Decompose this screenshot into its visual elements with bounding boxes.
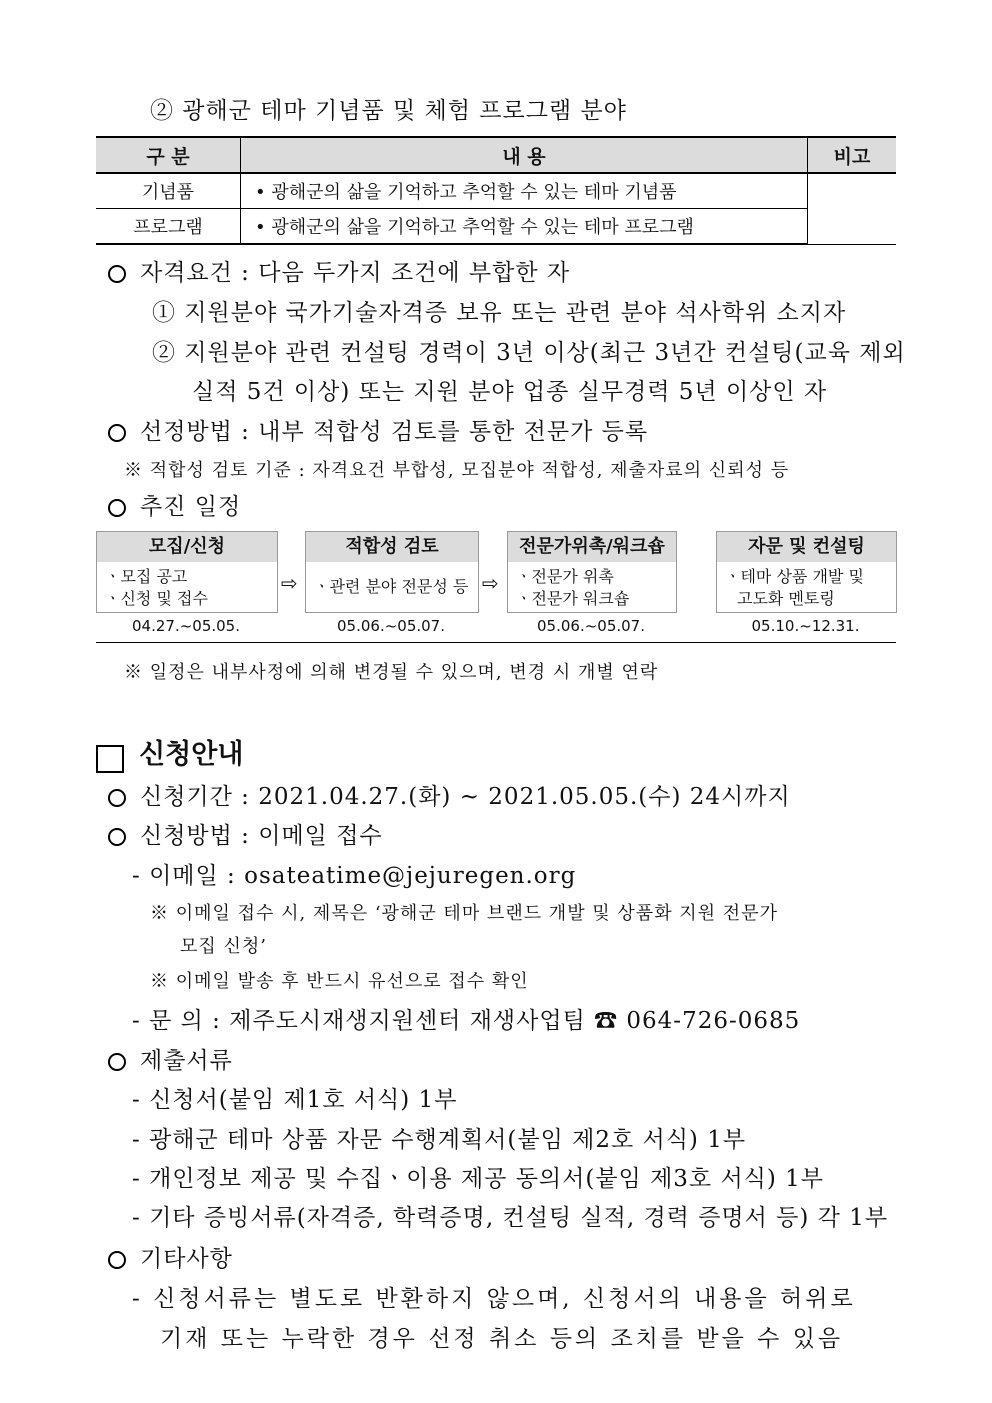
qualification-title <box>108 254 570 287</box>
section-heading: ② 광해군 테마 기념품 및 체험 프로그램 분야 <box>150 98 627 124</box>
table-cell-note <box>808 173 897 244</box>
email-note: 모집 신청’ <box>180 936 267 957</box>
selection-text: 선정방법 : 내부 적합성 검토를 통한 전문가 등록 <box>140 419 649 445</box>
table-cell-category: 프로그램 <box>96 209 241 245</box>
step-date: 05.10.~12.31. <box>751 617 860 635</box>
arrow-right-icon: ⇨ <box>482 571 499 595</box>
schedule-step <box>507 531 677 613</box>
qualification-item-2: ② 지원분야 관련 컨설팅 경력이 3년 이상(최근 3년간 컨설팅(교육 제외 <box>152 340 906 366</box>
step-date: 05.06.~05.07. <box>337 617 445 635</box>
apply-period-text: 신청기간 : 2021.04.27.(화) ~ 2021.05.05.(수) 24시까지 <box>140 784 791 810</box>
etc-title-text: 기타사항 <box>140 1246 233 1272</box>
table-cell-content: • 광해군의 삶을 기억하고 추억할 수 있는 테마 기념품 <box>241 173 808 209</box>
divider <box>96 642 896 643</box>
qualification-item-2-cont: 실적 5건 이상) 또는 지원 분야 업종 실무경력 5년 이상인 자 <box>192 379 828 405</box>
email-note: ※ 이메일 접수 시, 제목은 ‘광해군 테마 브랜드 개발 및 상품화 지원 전문가 <box>150 903 778 924</box>
step-line: ㆍ테마 상품 개발 및 <box>725 567 864 586</box>
selection-title <box>108 413 648 446</box>
step-title: 적합성 검토 <box>306 532 478 562</box>
step-title: 모집/신청 <box>97 532 277 562</box>
documents-title <box>108 1042 233 1075</box>
etc-line: 기재 또는 누락한 경우 선정 취소 등의 조치를 받을 수 있음 <box>160 1326 844 1352</box>
apply-method <box>108 817 383 850</box>
circle-bullet-icon <box>108 828 126 846</box>
step-line: ㆍ신청 및 접수 <box>105 589 208 608</box>
schedule-step <box>305 531 479 613</box>
etc-title <box>108 1240 233 1273</box>
selection-note: ※ 적합성 검토 기준 : 자격요건 부합성, 모집분야 적합성, 제출자료의 신뢰성 등 <box>124 460 790 481</box>
table-cell-content: • 광해군의 삶을 기억하고 추억할 수 있는 테마 프로그램 <box>241 209 808 245</box>
list-item: - 광해군 테마 상품 자문 수행계획서(붙임 제2호 서식) 1부 <box>132 1127 747 1153</box>
circle-bullet-icon <box>108 1251 126 1269</box>
schedule-title <box>108 488 241 521</box>
table-header: 비고 <box>808 137 897 173</box>
list-item: - 신청서(붙임 제1호 서식) 1부 <box>132 1087 458 1113</box>
email-note: ※ 이메일 발송 후 반드시 유선으로 접수 확인 <box>150 971 529 992</box>
step-line: 고도화 멘토링 <box>737 589 835 608</box>
table-header: 내 용 <box>241 137 808 173</box>
etc-line: - 신청서류는 별도로 반환하지 않으며, 신청서의 내용을 허위로 <box>132 1286 856 1312</box>
list-item: - 기타 증빙서류(자격증, 학력증명, 컨설팅 실적, 경력 증명서 등) 각 1부 <box>132 1205 889 1231</box>
circle-bullet-icon <box>108 789 126 807</box>
apply-method-text: 신청방법 : 이메일 접수 <box>140 823 383 849</box>
step-title: 자문 및 컨설팅 <box>717 532 896 562</box>
section-title <box>96 732 243 773</box>
arrow-right-icon: ⇨ <box>281 571 298 595</box>
table-row <box>96 209 896 245</box>
schedule-text: 추진 일정 <box>140 494 242 520</box>
qualification-item-1: ① 지원분야 국가기술자격증 보유 또는 관련 분야 석사학위 소지자 <box>152 300 847 326</box>
checkbox-square-icon <box>96 745 124 773</box>
circle-bullet-icon <box>108 265 126 283</box>
table-header: 구 분 <box>96 137 241 173</box>
step-line: ㆍ관련 분야 전문성 등 <box>314 577 469 596</box>
list-item: - 개인정보 제공 및 수집ㆍ이용 제공 동의서(붙임 제3호 서식) 1부 <box>132 1166 825 1192</box>
items-table <box>96 136 896 245</box>
schedule-note: ※ 일정은 내부사정에 의해 변경될 수 있으며, 변경 시 개별 연락 <box>124 662 659 683</box>
section-title-text: 신청안내 <box>139 739 244 770</box>
schedule-step <box>96 531 278 613</box>
apply-period <box>108 778 791 811</box>
circle-bullet-icon <box>108 424 126 442</box>
apply-email: - 이메일 : osateatime@jejuregen.org <box>132 863 577 889</box>
step-line: ㆍ전문가 위촉 <box>516 567 614 586</box>
step-date: 04.27.~05.05. <box>132 617 240 635</box>
schedule-step <box>716 531 897 613</box>
circle-bullet-icon <box>108 1053 126 1071</box>
step-date: 05.06.~05.07. <box>537 617 645 635</box>
inquiry: - 문 의 : 제주도시재생지원센터 재생사업팀 ☎ 064-726-0685 <box>132 1008 801 1034</box>
table-header-row <box>96 137 896 173</box>
qualification-text: 자격요건 : 다음 두가지 조건에 부합한 자 <box>140 260 571 286</box>
documents-title-text: 제출서류 <box>140 1048 233 1074</box>
table-row <box>96 173 896 209</box>
step-line: ㆍ전문가 워크숍 <box>516 589 630 608</box>
step-line: ㆍ모집 공고 <box>105 567 188 586</box>
table-cell-category: 기념품 <box>96 173 241 209</box>
step-title: 전문가위촉/워크숍 <box>508 532 676 562</box>
circle-bullet-icon <box>108 499 126 517</box>
